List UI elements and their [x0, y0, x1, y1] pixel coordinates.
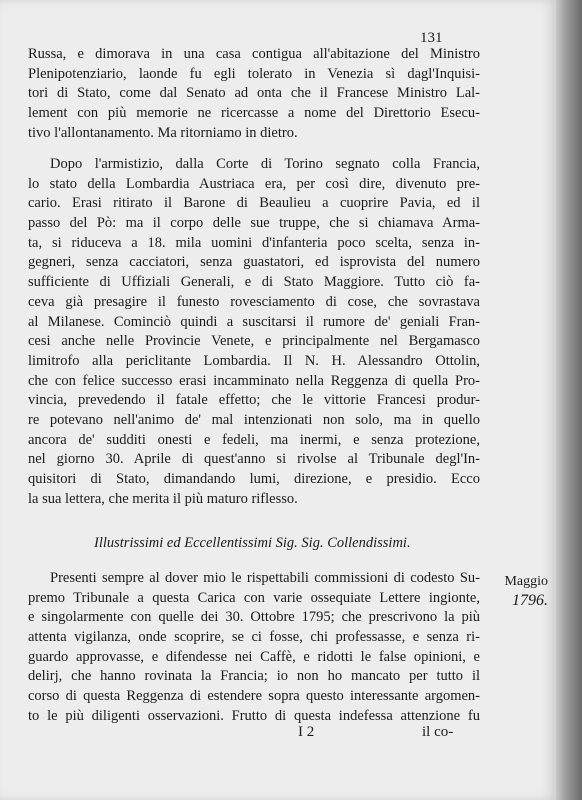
- text-line: premo Tribunale a questa Carica con varie ossequiate Lettere ingionte,: [28, 589, 480, 606]
- catchword: il co-: [422, 724, 454, 740]
- text-line: Russa, e dimorava in una casa contigua all'abitazione del Ministro: [28, 46, 480, 62]
- text-line: passo del Pò: ma il corpo delle sue truppe, che si chiamava Arma-: [28, 215, 480, 232]
- text-line: nel giorno 30. Aprile di quest'anno si rivolse al Tribunale degl'In-: [28, 451, 480, 468]
- text-line: lement con più memorie ne ricercasse a nome del Direttorio Esecu-: [28, 105, 480, 122]
- text-line: tori di Stato, come dal Senato ad onta che il Francese Ministro Lal-: [28, 85, 480, 102]
- text-line: ceva già presagire il funesto rovesciamento di cose, che sovrastava: [28, 293, 480, 310]
- text-line: lo stato della Lombardia Austriaca era, per così dire, divenuto pre-: [28, 175, 480, 192]
- text-line: ancora de' sudditi onesti e fedeli, ma inermi, e senza protezione,: [28, 431, 480, 448]
- text-line: la sua lettera, che merita il più maturo riflesso.: [28, 490, 298, 507]
- paragraph-1: [28, 45, 480, 143]
- text-line: vincia, prevedendo il fatale effetto; che le vittorie Francesi produr-: [28, 392, 480, 409]
- text-line: ta, si riduceva a 18. mila uomini d'infanteria poco scelta, senza in-: [28, 234, 480, 251]
- paragraph-2: [28, 155, 480, 509]
- text-line: delirj, che hanno rovinata la Francia; io non ho mancato per tutto il: [28, 668, 480, 685]
- text-line: corso di questa Reggenza di estendere sopra questo interessante argomen-: [28, 688, 480, 705]
- text-line: che con felice successo erasi incamminato nella Reggenza di quella Pro-: [28, 372, 480, 389]
- text-line: cario. Erasi ritirato il Barone di Beaulieu a cuoprire Pavia, ed il: [28, 195, 480, 212]
- text-line: to le più diligenti osservazioni. Frutto di questa indefessa attenzione fu: [28, 707, 480, 724]
- text-line: al Milanese. Cominciò quindi a suscitarsi il rumore de' geniali Fran-: [28, 313, 480, 330]
- page-edge: [556, 0, 582, 800]
- margin-year: 1796.: [512, 592, 548, 609]
- text-line: Presenti sempre al dover mio le rispettabili commissioni di codesto Su-: [50, 570, 480, 586]
- text-line: Dopo l'armistizio, dalla Corte di Torino segnato colla Francia,: [50, 156, 480, 172]
- text-line: guardo approvasse, e difendesse nei Caffè, e ridotti le false opinioni, e: [28, 648, 480, 665]
- text-line: sufficiente di Uffiziali Generali, e di Stato Maggiore. Tutto ciò fa-: [28, 274, 480, 291]
- paragraph-3: [28, 569, 480, 727]
- text-line: limitrofo alla periclitante Lombardia. Il N. H. Alessandro Ottolin,: [28, 352, 480, 369]
- text-line: Plenipotenziario, laonde fu egli tolerato in Venezia sì dagl'Inquisi-: [28, 65, 480, 82]
- text-line: tivo l'allontanamento. Ma ritorniamo in dietro.: [28, 124, 298, 141]
- text-line: re potevano nell'animo de' mal intenzionati non solo, ma in quello: [28, 411, 480, 428]
- signature-mark: I 2: [298, 724, 315, 740]
- text-line: gegneri, senza cacciatori, senza guastatori, ed isprovista del numero: [28, 254, 480, 271]
- text-line: quisitori di Stato, dimandando lumi, direzione, e presidio. Ecco: [28, 471, 480, 487]
- text-line: cesi anche nelle Provincie Venete, e principalmente nel Bergamasco: [28, 333, 480, 350]
- margin-date-note: [484, 572, 548, 610]
- letter-salutation: Illustrissimi ed Eccellentissimi Sig. Sig. Collendissimi.: [94, 535, 411, 551]
- text-line: attenta vigilanza, onde scoprire, se ci fosse, chi professasse, e senza ri-: [28, 629, 480, 646]
- page-number: 131: [420, 30, 443, 46]
- text-line: e singolarmente con quelle dei 30. Ottobre 1795; che prescrivono la più: [28, 609, 480, 626]
- margin-month: Maggio: [504, 574, 548, 589]
